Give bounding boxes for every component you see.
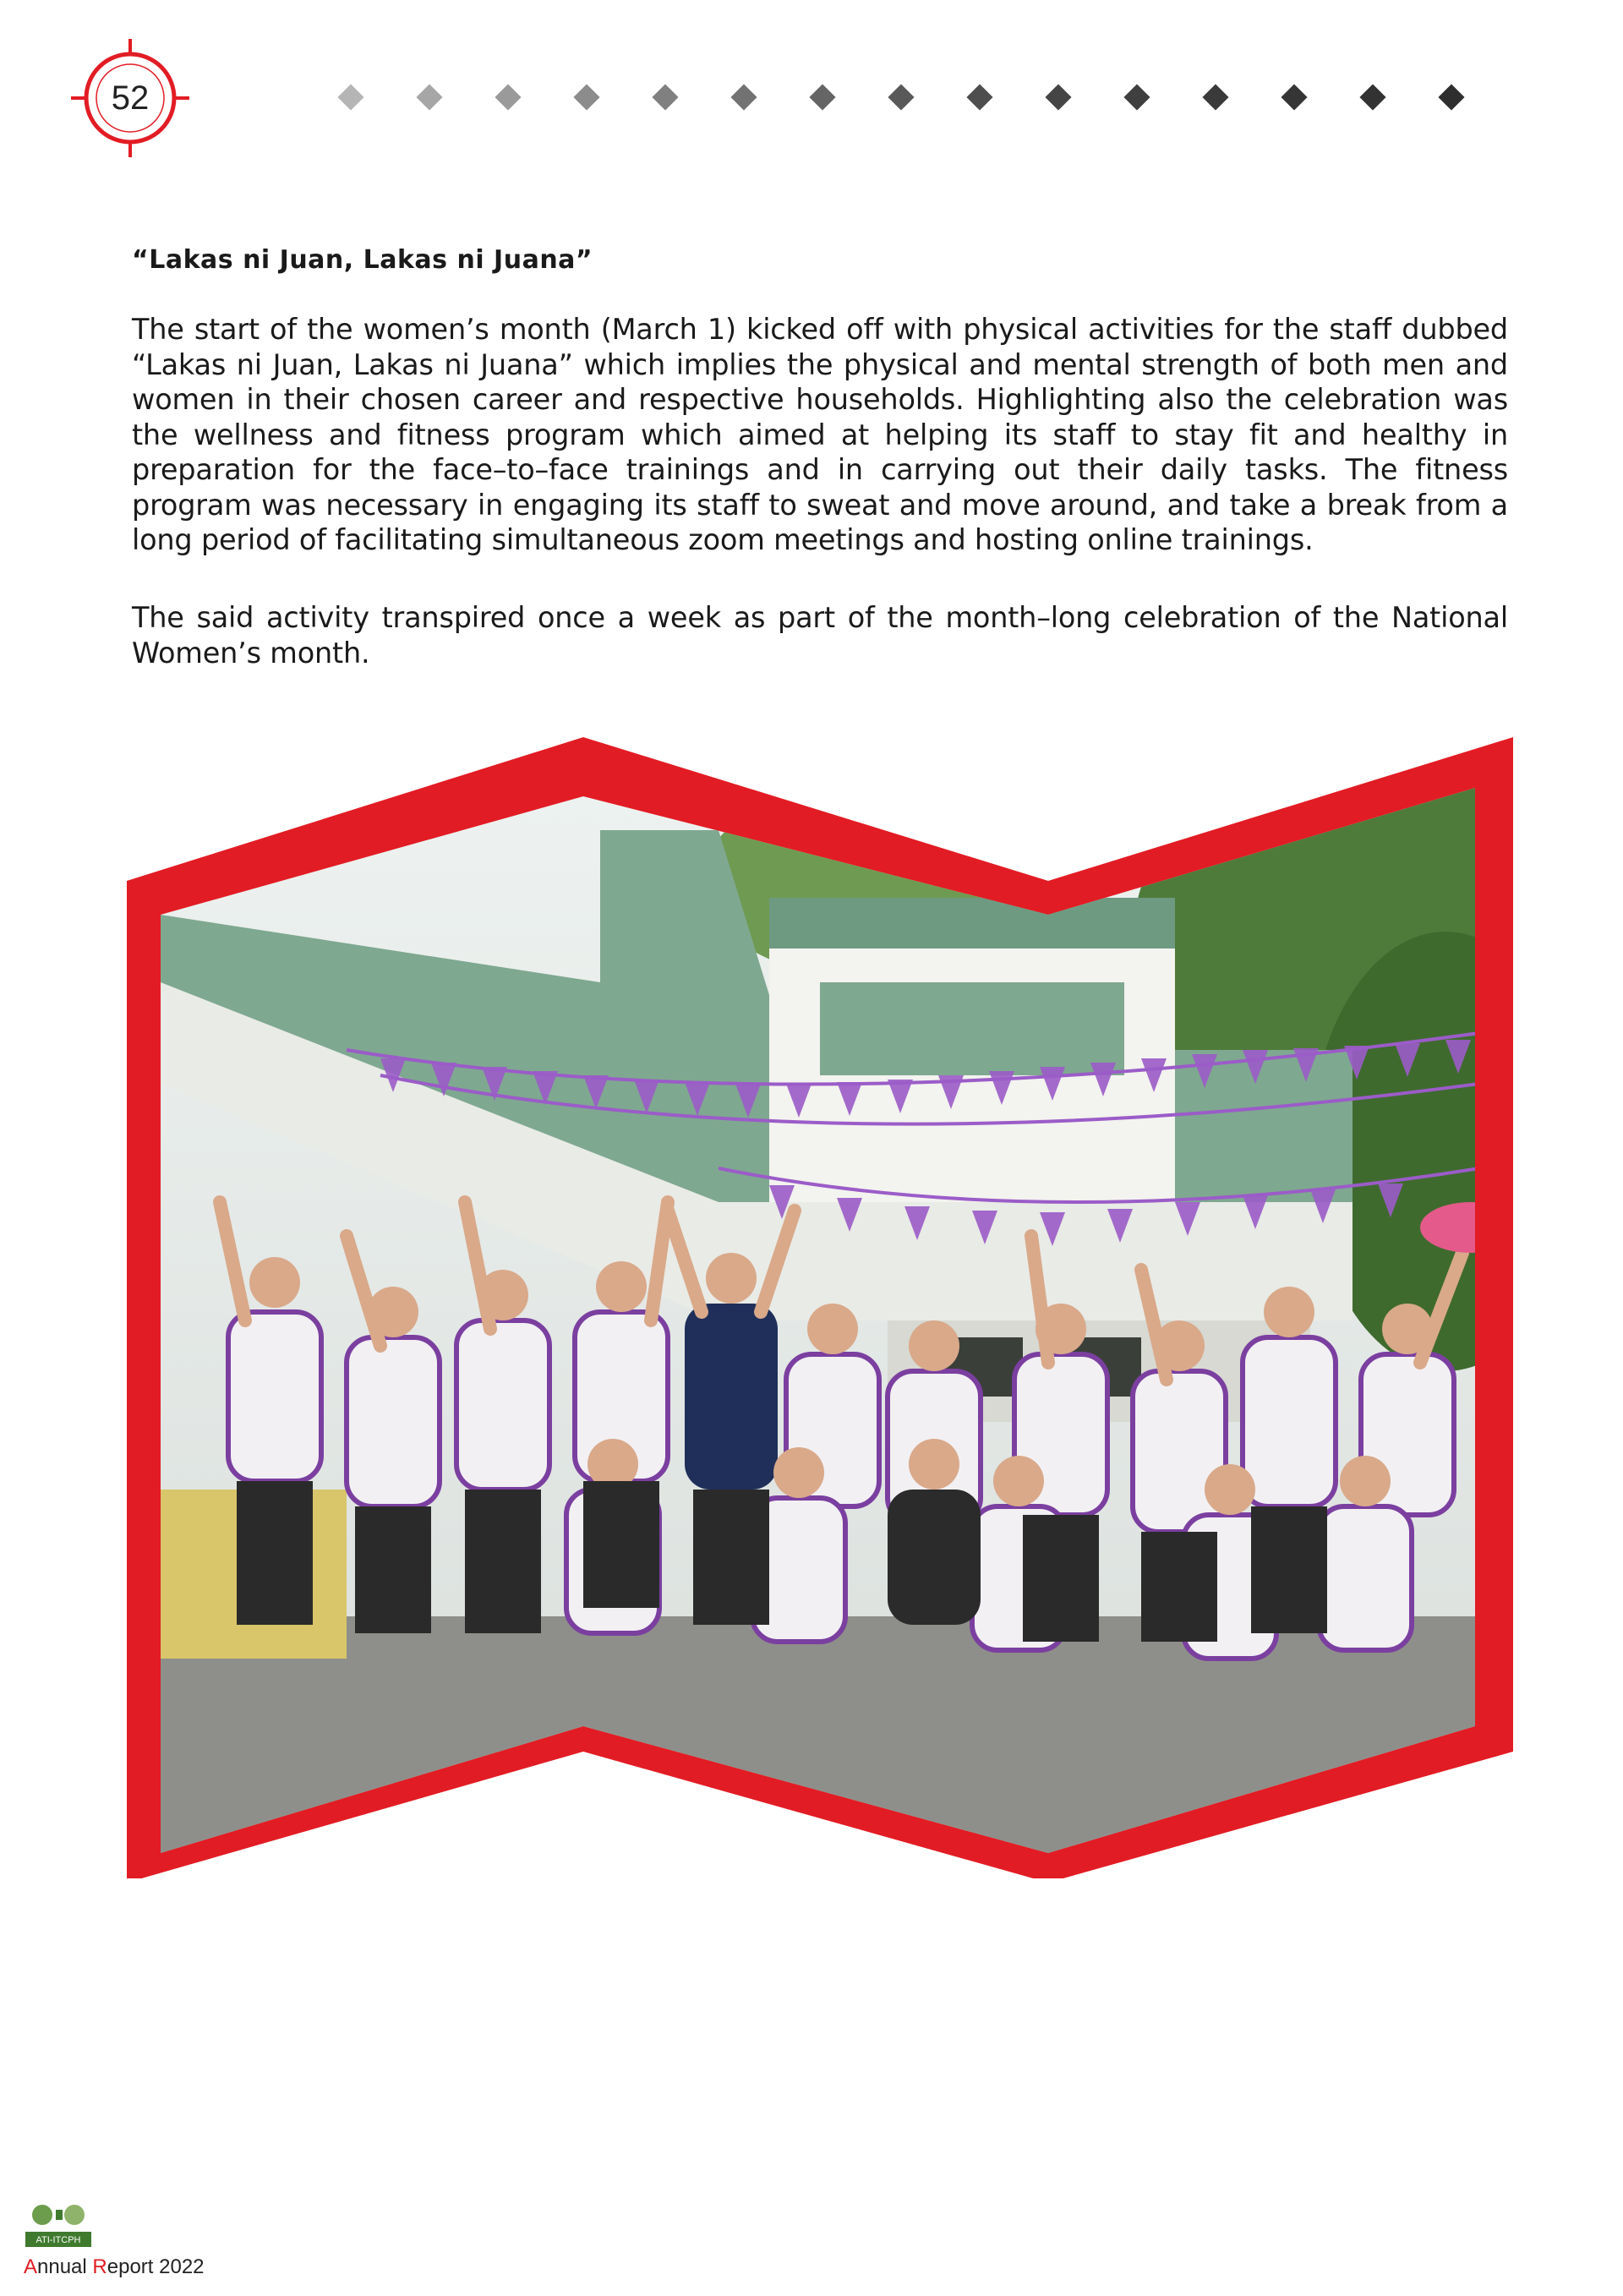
header-diamond (1281, 84, 1307, 110)
footer-logo (24, 2198, 93, 2250)
header-diamond (573, 84, 599, 110)
header-diamond (416, 84, 442, 110)
section-heading: “Lakas ni Juan, Lakas ni Juana” (132, 245, 593, 275)
header-diamond (966, 84, 992, 110)
header-diamond (337, 84, 363, 110)
header-diamond (730, 84, 757, 110)
body-paragraph-1: The start of the women’s month (March 1) kicked off with physical activities for the staff dubbed “Lakas ni Juan, Lakas ni Juana” which implies the physical and mental strength of both men and women in their chosen career and respective households. Highlighting also the celebration was the wellness and fitness program which aimed at helping its staff to stay fit and healthy in preparation for the face–to–face trainings and in carrying out their daily tasks. The fitness program was necessary in engaging its staff to sweat and move around, and take a break from a long period of facilitating simultaneous zoom meetings and hosting online trainings. (132, 313, 1508, 556)
header-diamond (495, 84, 521, 110)
header-diamond (809, 84, 835, 110)
page-number: 52 (111, 79, 150, 117)
footer-logo-text: ATI-ITCPH (36, 2235, 81, 2245)
header-diamond (1123, 84, 1150, 110)
header-diamond (1359, 84, 1385, 110)
header-diamond (1202, 84, 1228, 110)
header-diamond (1438, 84, 1464, 110)
event-photo (127, 729, 1513, 1878)
header-diamond (652, 84, 678, 110)
header-diamond (1045, 84, 1071, 110)
header-diamond (888, 84, 914, 110)
header-diamond-row (342, 81, 1576, 115)
footer-report-title: Annual Report 2022 (24, 2255, 205, 2278)
body-paragraph-2: The said activity transpired once a week as part of the month–long celebration of the National Women’s month. (132, 601, 1508, 670)
